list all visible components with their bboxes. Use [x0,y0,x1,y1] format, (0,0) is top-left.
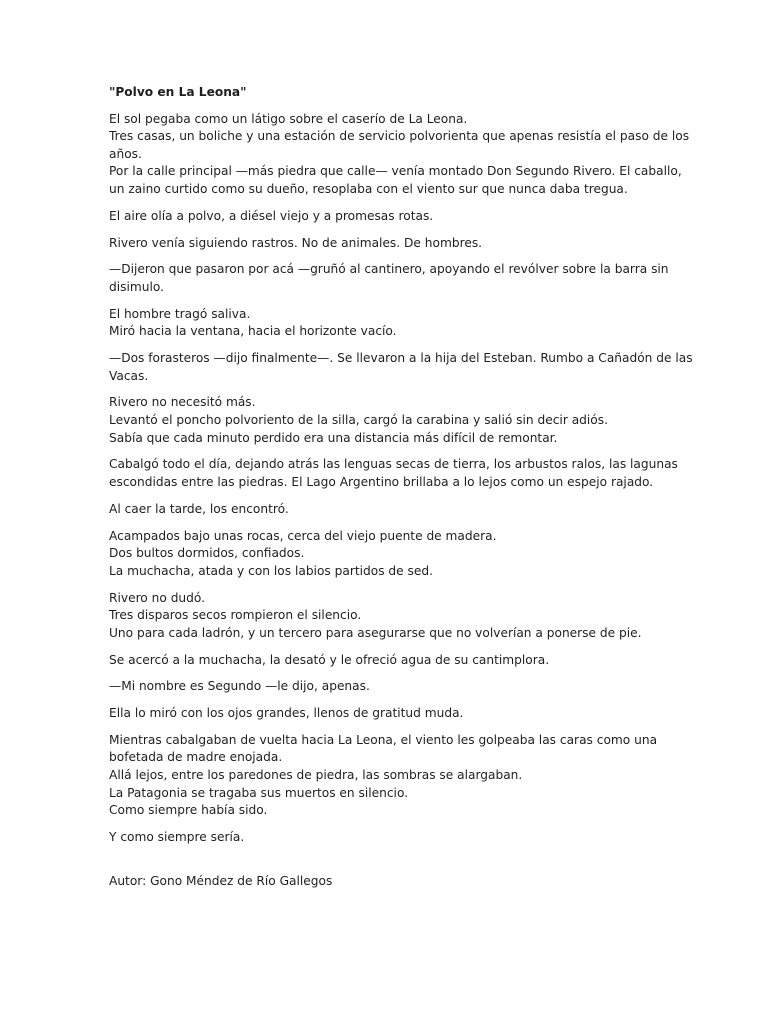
paragraph-line: Tres casas, un boliche y una estación de servicio polvorienta que apenas resistía el paso de los [109,129,690,144]
paragraph-line: Acampados bajo unas rocas, cerca del viejo puente de madera. [109,528,497,543]
story-paragraph [109,111,690,199]
paragraph-line: Se acercó a la muchacha, la desató y le ofreció agua de su cantimplora. [109,652,550,667]
paragraph-line: Allá lejos, entre los paredones de piedra, las sombras se alargaban. [109,768,523,783]
paragraph-line: disimulo. [109,279,164,294]
paragraph-line: —Dijeron que pasaron por acá —gruñó al cantinero, apoyando el revólver sobre la barra sin [109,262,669,277]
story-paragraph [109,528,669,581]
story-paragraph [109,261,669,296]
paragraph-line: años. [109,146,142,161]
story-paragraph [109,306,669,341]
story-paragraph [109,350,693,385]
paragraph-line: Vacas. [109,368,149,383]
story-paragraph [109,829,669,847]
story-paragraph [109,652,669,670]
paragraph-line: Sabía que cada minuto perdido era una distancia más difícil de remontar. [109,430,558,445]
paragraph-line: El hombre tragó saliva. [109,306,251,321]
paragraph-line: Mientras cabalgaban de vuelta hacia La Leona, el viento les golpeaba las caras como una [109,732,658,747]
paragraph-line: Cabalgó todo el día, dejando atrás las lenguas secas de tierra, los arbustos ralos, las lagunas [109,457,678,472]
paragraph-line: Por la calle principal —más piedra que calle— venía montado Don Segundo Rivero. El caballo, [109,164,682,179]
story-paragraph [109,705,669,723]
paragraph-line: —Dos forasteros —dijo finalmente—. Se llevaron a la hija del Esteban. Rumbo a Cañadón de las [109,351,693,366]
paragraph-line: un zaino curtido como su dueño, resoplaba con el viento sur que nunca daba tregua. [109,181,628,196]
paragraph-line: Rivero no dudó. [109,590,206,605]
story-body [109,111,693,847]
author-credit: Autor: Gono Méndez de Río Gallegos [109,873,333,888]
story-content [109,84,693,890]
story-paragraph [109,394,669,447]
story-paragraph [109,732,669,820]
paragraph-line: Rivero venía siguiendo rastros. No de animales. De hombres. [109,235,483,250]
paragraph-line: Tres disparos secos rompieron el silencio. [109,608,362,623]
paragraph-line: Rivero no necesitó más. [109,395,256,410]
paragraph-line: Uno para cada ladrón, y un tercero para asegurarse que no volverían a ponerse de pie. [109,625,642,640]
paragraph-line: Al caer la tarde, los encontró. [109,501,289,516]
story-paragraph [109,208,669,226]
paragraph-line: La Patagonia se tragaba sus muertos en silencio. [109,785,409,800]
story-paragraph [109,501,669,519]
story-paragraph [109,235,669,253]
story-paragraph [109,456,678,491]
story-title: "Polvo en La Leona" [109,85,247,99]
paragraph-line: Como siempre había sido. [109,803,268,818]
story-paragraph [109,678,669,696]
paragraph-line: bofetada de madre enojada. [109,750,283,765]
paragraph-line: Dos bultos dormidos, confiados. [109,546,305,561]
paragraph-line: Levantó el poncho polvoriento de la silla, cargó la carabina y salió sin decir adiós. [109,413,608,428]
paragraph-line: —Mi nombre es Segundo —le dijo, apenas. [109,679,370,694]
paragraph-line: El sol pegaba como un látigo sobre el caserío de La Leona. [109,111,468,126]
paragraph-line: La muchacha, atada y con los labios partidos de sed. [109,563,433,578]
paragraph-line: El aire olía a polvo, a diésel viejo y a promesas rotas. [109,208,434,223]
paragraph-line: Miró hacia la ventana, hacia el horizonte vacío. [109,324,397,339]
paragraph-line: Ella lo miró con los ojos grandes, llenos de gratitud muda. [109,706,464,721]
story-paragraph [109,590,669,643]
paragraph-line: Y como siempre sería. [109,830,245,844]
paragraph-line: escondidas entre las piedras. El Lago Argentino brillaba a lo lejos como un espejo rajado. [109,475,654,489]
